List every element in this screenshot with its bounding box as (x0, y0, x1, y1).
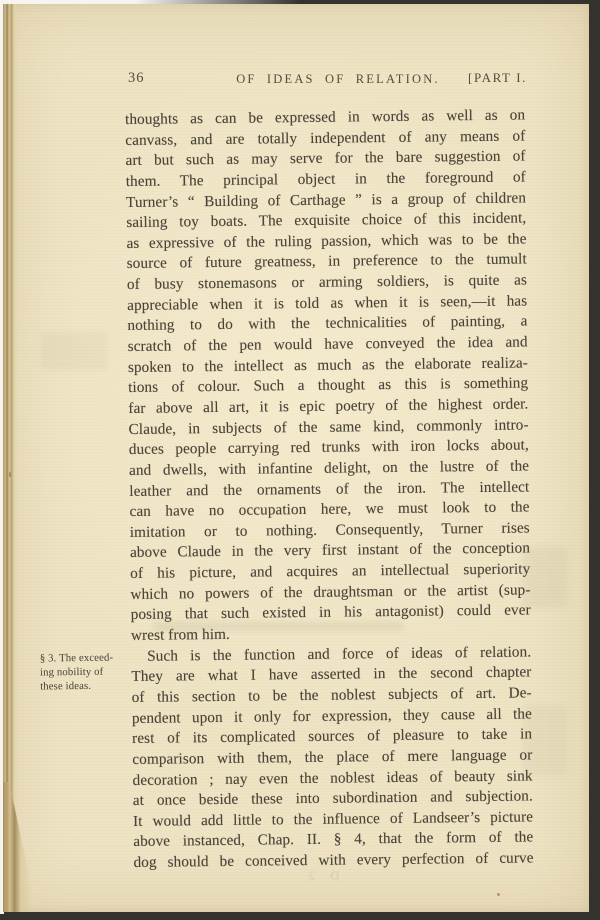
foxing-spot (497, 893, 500, 896)
text-line: Such is the function and force of ideas of relation. (147, 643, 532, 665)
signature-showthrough: D 2 (302, 868, 340, 883)
page-edge-flare (3, 782, 37, 912)
text-line: pendent upon it only for expression, they cause all the (131, 705, 532, 727)
text-line: rest of its complicated sources of pleasure to take in (132, 725, 533, 748)
text-line: sailing toy boats. The exquisite choice of this incident, (126, 209, 527, 232)
text-line: above instanced, Chap. II. § 4, that the form of the (133, 828, 534, 851)
text-line: duces people carrying red trunks with iron locks about, (128, 436, 529, 459)
text-line: of busy stonemasons or arming soldiers, is quite as (126, 271, 528, 294)
text-line: imitation or to nothing. Consequently, Turner rises (129, 519, 530, 541)
page-number: 36 (128, 70, 145, 86)
text-line: art but such as may serve for the bare suggestion of (125, 147, 526, 170)
text-line: thoughts as can be expressed in words as well as on (125, 106, 526, 128)
text-line: appreciable when it is told as when it is seen,—it has (127, 292, 528, 314)
text-line: which no powers of the draughtsman or the artist (sup- (130, 581, 531, 603)
text-line: decoration ; nay even the noblest ideas of beauty sink (132, 766, 533, 789)
text-line: It would add little to the influence of Landseer’s picture (132, 808, 534, 830)
part-label: [PART I. (468, 70, 527, 85)
text-line: leather and the ornaments of the iron. The intellect (129, 477, 530, 500)
text-line: spoken to the intellect as much as the elaborate realiza- (127, 354, 528, 376)
text-line: of this section to be the noblest subjects of art. De- (131, 684, 532, 706)
margin-note-line: § 3. The exceed- (39, 651, 114, 665)
margin-note-line: these ideas. (40, 679, 92, 693)
book-page (3, 4, 589, 912)
margin-note (40, 652, 124, 694)
text-line: as expressive of the ruling passion, which was to be the (126, 230, 527, 252)
showthrough-smudge (41, 332, 107, 370)
text-line: and dwells, with infantine delight, on the lustre of the (128, 457, 530, 479)
edge-speck (9, 472, 11, 477)
page-edge-stack (3, 4, 18, 912)
text-line: source of future greatness, in preference to the tumult (126, 250, 527, 273)
running-title: OF IDEAS OF RELATION. (236, 72, 440, 86)
text-line: Claude, in subjects of the same kind, commonly intro- (128, 416, 529, 438)
text-line: dog should be conceived with every perfection of curve (133, 849, 534, 872)
margin-note-line: ing nobility of (39, 665, 104, 679)
text-line: of his picture, and acquires an intellectual superiority (130, 560, 531, 583)
text-line: Turner’s “ Building of Carthage ” is a group of children (125, 189, 527, 211)
text-line: above Claude in the very first instant of the conception (129, 539, 531, 562)
text-line: scratch of the pen would have conveyed the idea and (127, 333, 528, 356)
text-line: them. The principal object in the foreground of (125, 168, 526, 190)
text-line: comparison with them, the place of mere language or (132, 746, 533, 768)
body-text (125, 105, 534, 873)
text-line: They are what I have asserted in the second chapter (131, 663, 532, 686)
text-line: at once beside these into subordination and subjection. (132, 787, 533, 810)
text-line: far above all art, it is epic poetry of the highest order. (128, 395, 529, 417)
text-line: posing that such existed in his antagonist) could ever (130, 601, 531, 624)
text-line: wrest from him. (130, 625, 230, 644)
text-line: nothing to do with the technicalities of painting, a (127, 312, 528, 335)
text-line: canvass, and are totally independent of any means of (125, 127, 526, 149)
text-line: tions of colour. Such a thought as this is something (128, 374, 529, 397)
text-line: can have no occupation here, we must look to the (129, 498, 530, 521)
running-head (125, 68, 525, 90)
